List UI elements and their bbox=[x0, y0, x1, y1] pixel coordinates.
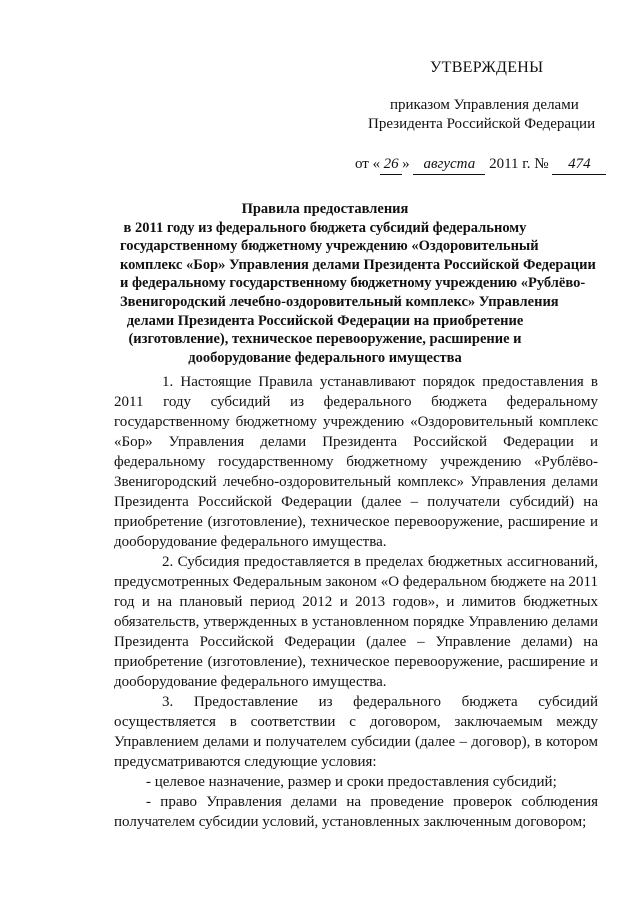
date-mid: » bbox=[402, 156, 410, 172]
heading-line: и федеральному государственному бюджетному учреждению «Рублёво- bbox=[120, 275, 586, 292]
date-year: 2011 г. № bbox=[489, 156, 549, 172]
date-prefix: от « bbox=[355, 156, 381, 172]
paragraph-3: 3. Предоставление из федерального бюджета субсидий осуществляется в соответствии с договором, заключаемым между Управлением делами и получателем субсидии (далее – договор), в котором предусматриваются следующие условия: bbox=[114, 694, 598, 770]
condition-item-1: - целевое назначение, размер и сроки предоставления субсидий; bbox=[146, 774, 557, 790]
heading-line: (изготовление), техническое перевооружение, расширение и bbox=[128, 331, 522, 348]
date-day: 26 bbox=[380, 154, 402, 175]
heading-line: комплекс «Бор» Управления делами Президента Российской Федерации bbox=[120, 256, 596, 273]
heading-line: государственному бюджетному учреждению «Оздоровительный bbox=[120, 238, 539, 255]
heading-line: Правила предоставления bbox=[241, 201, 409, 217]
heading-line: в 2011 году из федерального бюджета субсидий федеральному bbox=[123, 219, 527, 236]
paragraph-1: 1. Настоящие Правила устанавливают порядок предоставления в 2011 году субсидий из федерального бюджета федеральному государственному бюджетному учреждению «Оздоровительный комплекс «Бор» Управления делами Президента Российской Федерации и федеральному государственному бюджетному учреждению «Рублёво-Звенигородский лечебно-оздоровительный комплекс» Управления делами Президента Российской Федерации (далее – получатели субсидий) на приобретение (изготовление), техническое перевооружение, расширение и дооборудование федерального имущества. bbox=[114, 374, 598, 550]
order-number: 474 bbox=[552, 154, 606, 175]
approval-date-line bbox=[355, 154, 606, 175]
date-month: августа bbox=[413, 154, 485, 175]
document-heading bbox=[120, 200, 596, 367]
approval-title: УТВЕРЖДЕНЫ bbox=[430, 59, 544, 76]
approval-authority-line: Президента Российской Федерации bbox=[368, 116, 596, 132]
heading-line: Звенигородский лечебно-оздоровительный комплекс» Управления bbox=[120, 293, 559, 310]
condition-item-2: - право Управления делами на проведение проверок соблюдения получателем субсидии условий, установленных заключенным договором; bbox=[114, 794, 598, 830]
document-body bbox=[114, 372, 598, 832]
approval-order-line: приказом Управления делами bbox=[390, 97, 579, 113]
heading-line: делами Президента Российской Федерации на приобретение bbox=[126, 312, 524, 329]
paragraph-2: 2. Субсидия предоставляется в пределах бюджетных ассигнований, предусмотренных Федеральным законом «О федеральном бюджете на 2011 год и на плановый период 2012 и 2013 годов», и лимитов бюджетных обязательств, утвержденных в установленном порядке Управлению делами Президента Российской Федерации (далее – Управление делами) на приобретение (изготовление), техническое перевооружение, расширение и дооборудование федерального имущества. bbox=[114, 554, 598, 690]
heading-line: дооборудование федерального имущества bbox=[188, 349, 462, 366]
